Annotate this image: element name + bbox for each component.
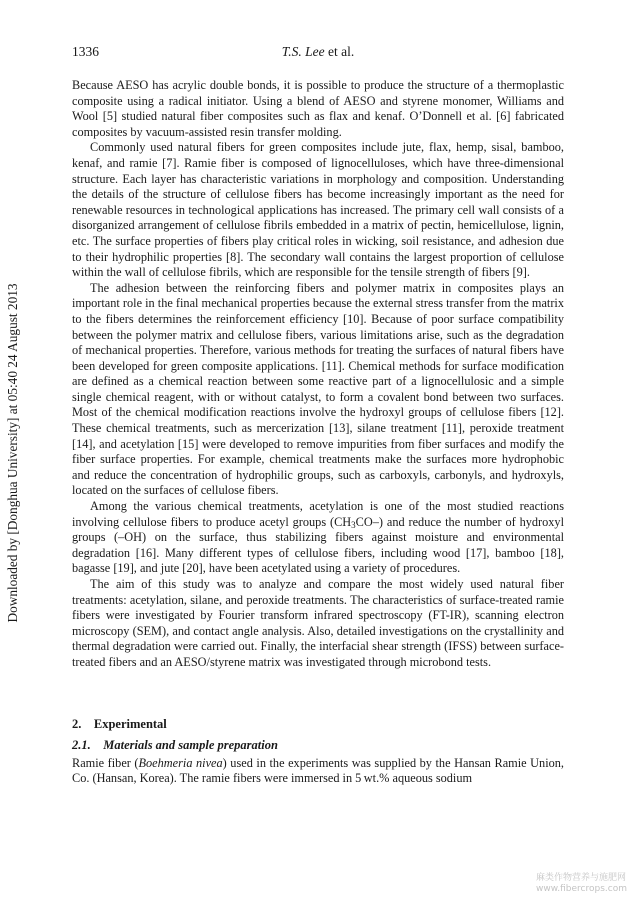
article-body xyxy=(72,78,564,787)
running-author-suffix: et al. xyxy=(324,44,355,59)
download-notice xyxy=(2,283,24,623)
paragraph-1: Because AESO has acrylic double bonds, it is possible to produce the structure of a thermoplastic composite using a radical initiator. Using a blend of AESO and styrene monomer, Williams and Wool [5] studied natural fiber composites such as flax and kenaf. O’Donnell et al. [6] fabricated composites by vacuum-assisted resin transfer molding. xyxy=(72,78,564,139)
paragraph-4-subscript: 3 xyxy=(351,519,356,530)
paragraph-4-part-b: CO–) and reduce the number of hydroxyl groups (–OH) on the surface, thus stabilizing fibers against moisture and environmental degradation [16]. Many different types of cellulose fibers, including wood [17], bamboo [18], bagasse [19], and jute [20], have been acetylated using a variety of procedures. xyxy=(72,514,564,576)
paragraph-6-part-a: Ramie fiber ( xyxy=(72,755,139,770)
section-heading: 2. Experimental xyxy=(72,716,167,731)
paragraph-3: The adhesion between the reinforcing fibers and polymer matrix in composites plays an important role in the final mechanical properties because the external stress transfer from the matrix to the fibers determines the reinforcement efficiency [10]. Because of poor surface compatibility between the polymer matrix and cellulose fibers, various limitations arise, such as the degradation of mechanical properties. Therefore, various methods for treating the surfaces of natural fibers have been developed for green composite applications. [11]. Chemical methods for surface modification are defined as a chemical reaction between some reactive part of a lignocellulosic and a simple single chemical reagent, with or without catalyst, to form a covalent bond between two surfaces. Most of the chemical modification reactions involve the hydroxyl groups of cellulose fibers [12]. These chemical treatments, such as mercerization [13], silane treatment [11], peroxide treatment [14], and acetylation [15] were developed to remove impurities from fiber surfaces and modify the fiber surface properties. For example, chemical treatments make the surfaces more hydrophobic and reduce the concentration of hydrophilic groups, such as carboxyls, carbonyls, and hydroxyls, located on the surfaces of cellulose fibers. xyxy=(72,280,564,498)
page-number: 1336 xyxy=(72,44,99,59)
download-notice-text: Downloaded by [Donghua University] at 05:40 24 August 2013 xyxy=(5,283,20,623)
running-title xyxy=(72,44,564,60)
watermark-line-1: 麻类作物营养与施肥网 xyxy=(536,873,627,883)
subsection-heading: 2.1. Materials and sample preparation xyxy=(72,737,278,752)
paragraph-6 xyxy=(72,756,564,787)
running-author: T.S. Lee xyxy=(281,44,325,59)
running-header xyxy=(72,44,564,64)
paragraph-5: The aim of this study was to analyze and compare the most widely used natural fiber treatments: acetylation, silane, and peroxide treatments. The characteristics of surface-treated ramie fibers were investigated by Fourier transform infrared spectroscopy (FT-IR), scanning electron microscopy (SEM), and contact angle analysis. Also, detailed investigations on the crystallinity and thermal degradation were carried out. Finally, the interfacial shear strength (IFSS) between surface-treated fibers and an AESO/styrene matrix was investigated through microbond tests. xyxy=(72,577,564,669)
paragraph-6-part-b: ) used in the experiments was supplied by the Hansan Ramie Union, Co. (Hansan, Korea). The ramie fibers were immersed in 5 wt.% aqueous sodium xyxy=(72,755,564,786)
paragraph-4 xyxy=(72,499,564,577)
species-name: Boehmeria nivea xyxy=(138,755,223,770)
watermark xyxy=(536,873,627,895)
paragraph-2: Commonly used natural fibers for green composites include jute, flax, hemp, sisal, bamboo, kenaf, and ramie [7]. Ramie fiber is composed of lignocelluloses, which have three-dimensional structure. Each layer has characteristic variations in morphology and composition. Understanding the details of the structure of cellulose fibers has become increasingly important as the need for renewable resources in technological applications has increased. The primary cell wall consists of a disorganized arrangement of cellulose fibrils embedded in a matrix of pectin, hemicellulose, lignin, etc. The surface properties of fibers play critical roles in wicking, soil resistance, and adhesion due to their hydrophilic properties [8]. The secondary wall contains the largest proportion of cellulose within the wall of cellulose fibrils, which are responsible for the tensile strength of fibers [9]. xyxy=(72,140,564,280)
watermark-line-2: www.fibercrops.com xyxy=(536,884,627,894)
paragraph-4-part-a: Among the various chemical treatments, acetylation is one of the most studied reactions involving cellulose fibers to produce acetyl groups (CH xyxy=(72,499,564,529)
